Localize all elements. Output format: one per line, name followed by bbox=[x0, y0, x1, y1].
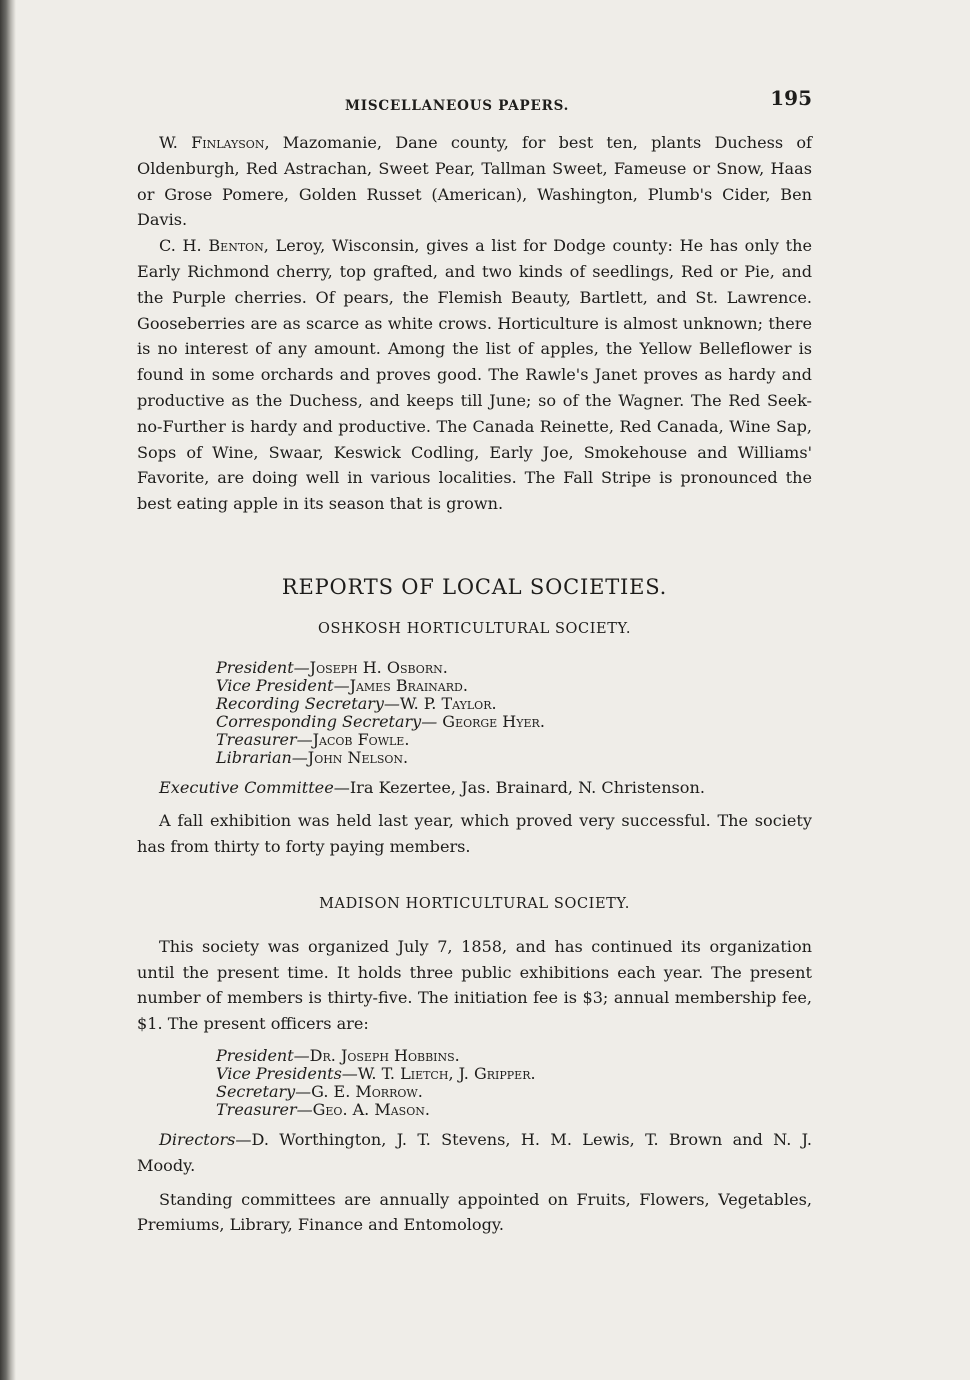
officer-line bbox=[216, 659, 812, 677]
directors-text: —D. Worthington, J. T. Stevens, H. M. Lewis, T. Brown and N. J. Moody. bbox=[137, 1129, 812, 1175]
officer-name: Jacob Fowle. bbox=[312, 729, 410, 749]
document-page bbox=[137, 86, 812, 1238]
benton-text: , Leroy, Wisconsin, gives a list for Dodge county: He has only the Early Richmond cherry, top grafted, and two kinds of seedlings, Red or Pie, and the Purple cherries. Of pears, the Flemish Beauty, Bartlett, and St. Lawrence. Gooseberries are as scarce as white crows. Horticulture is almost unknown; there is no interest of any amount. Among the list of apples, the Yellow Belleflower is found in some orchards and proves good. The Rawle's Janet proves as hardy and productive as the Duchess, and keeps till June; so of the Wagner. The Red Seek-no-Further is hardy and productive. The Canada Reinette, Red Canada, Wine Sap, Sops of Wine, Swaar, Keswick Codling, Early Joe, Smokehouse and Williams' Favorite, are doing well in various localities. The Fall Stripe is pronounced the best eating apple in its season that is grown. bbox=[137, 236, 812, 514]
directors bbox=[137, 1127, 812, 1179]
officer-name: George Hyer. bbox=[442, 711, 545, 731]
officer-name: W. T. Lietch, J. Gripper. bbox=[357, 1063, 536, 1083]
officer-role: President— bbox=[216, 1045, 310, 1065]
officer-name: Dr. Joseph Hobbins. bbox=[309, 1045, 460, 1065]
committee-text: —Ira Kezertee, Jas. Brainard, N. Christenson. bbox=[333, 777, 705, 797]
madison-title: MADISON HORTICULTURAL SOCIETY. bbox=[319, 895, 630, 912]
benton-paragraph bbox=[137, 233, 812, 517]
officer-role: Librarian— bbox=[216, 747, 308, 767]
madison-intro: This society was organized July 7, 1858, and has continued its organization until the present time. It holds three public exhibitions each year. The present number of members is thirty-five. The initiation fee is $3; annual membership fee, $1. The present officers are: bbox=[137, 936, 812, 1034]
officer-name: W. P. Taylor. bbox=[399, 693, 497, 713]
oshkosh-note: A fall exhibition was held last year, which proved very successful. The society has from thirty to forty paying members. bbox=[137, 811, 812, 857]
section-title: REPORTS OF LOCAL SOCIETIES. bbox=[281, 574, 668, 599]
benton-name: C. H. Benton bbox=[159, 236, 264, 256]
officer-line bbox=[216, 1083, 812, 1101]
officer-name: G. E. Morrow. bbox=[311, 1081, 423, 1101]
officer-line bbox=[216, 1065, 812, 1083]
officer-role: Vice Presidents— bbox=[216, 1063, 358, 1083]
page-header bbox=[137, 86, 812, 130]
officer-role: Treasurer— bbox=[216, 1099, 313, 1119]
officer-name: Geo. A. Mason. bbox=[312, 1099, 430, 1119]
book-spine-shadow bbox=[0, 0, 16, 1380]
finlayson-paragraph bbox=[137, 130, 812, 233]
officer-name: James Brainard. bbox=[349, 675, 468, 695]
officer-role: Vice President— bbox=[216, 675, 350, 695]
officer-role: Corresponding Secretary— bbox=[216, 711, 443, 731]
committee-label: Executive Committee bbox=[159, 777, 334, 797]
officer-line bbox=[216, 731, 812, 749]
officer-line bbox=[216, 695, 812, 713]
standing-committees: Standing committees are annually appointed on Fruits, Flowers, Vegetables, Premiums, Library, Finance and Entomology. bbox=[137, 1189, 812, 1235]
officer-line bbox=[216, 713, 812, 731]
directors-label: Directors bbox=[159, 1129, 236, 1149]
officer-line bbox=[216, 1101, 812, 1119]
madison-officers bbox=[216, 1047, 812, 1119]
officer-name: Joseph H. Osborn. bbox=[309, 657, 448, 677]
finlayson-text: , Mazomanie, Dane county, for best ten, plants Duchess of Oldenburgh, Red Astrachan, Sweet Pear, Tallman Sweet, Fameuse or Snow, Haas or Grose Pomere, Golden Russet (American), Washington, Plumb's Cider, Ben Davis. bbox=[137, 133, 812, 230]
page-number: 195 bbox=[770, 86, 812, 110]
officer-line bbox=[216, 1047, 812, 1065]
officer-line bbox=[216, 749, 812, 767]
officer-role: Secretary— bbox=[216, 1081, 312, 1101]
officer-role: President— bbox=[216, 657, 310, 677]
officer-line bbox=[216, 677, 812, 695]
oshkosh-officers bbox=[216, 659, 812, 767]
officer-role: Recording Secretary— bbox=[216, 693, 400, 713]
officer-role: Treasurer— bbox=[216, 729, 313, 749]
officer-name: John Nelson. bbox=[307, 747, 409, 767]
finlayson-name: W. Finlayson bbox=[159, 133, 265, 152]
executive-committee bbox=[137, 775, 812, 801]
oshkosh-title: OSHKOSH HORTICULTURAL SOCIETY. bbox=[317, 620, 632, 637]
running-title: MISCELLANEOUS PAPERS. bbox=[345, 98, 570, 114]
